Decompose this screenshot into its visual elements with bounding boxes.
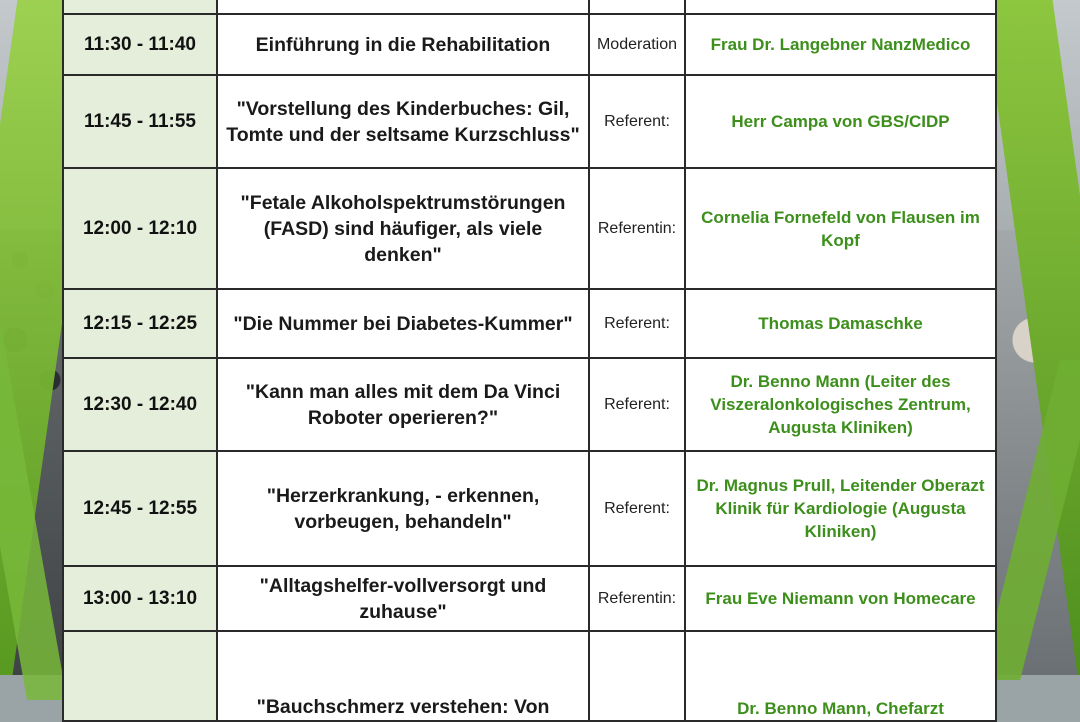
title-cell xyxy=(217,0,589,14)
table-row xyxy=(63,451,996,566)
time-cell: 12:45 - 12:55 xyxy=(63,451,217,566)
title-cell: "Die Nummer bei Diabetes-Kummer" xyxy=(217,289,589,358)
table-row xyxy=(63,168,996,289)
schedule-table xyxy=(62,0,997,722)
title-cell: "Alltagshelfer-vollversorgt und zuhause" xyxy=(217,566,589,631)
speaker-cell: Dr. Magnus Prull, Leitender Oberazt Klinik für Kardiologie (Augusta Kliniken) xyxy=(685,451,996,566)
role-cell: Referent: xyxy=(589,451,685,566)
speaker-cell: Thomas Damaschke xyxy=(685,289,996,358)
table-row xyxy=(63,14,996,75)
speaker-cell xyxy=(685,0,996,14)
title-cell: "Kann man alles mit dem Da Vinci Roboter operieren?" xyxy=(217,358,589,451)
speaker-cell: Cornelia Fornefeld von Flausen im Kopf xyxy=(685,168,996,289)
title-cell: "Herzerkrankung, - erkennen, vorbeugen, behandeln" xyxy=(217,451,589,566)
title-cell: Einführung in die Rehabilitation xyxy=(217,14,589,75)
time-cell: 13:00 - 13:10 xyxy=(63,566,217,631)
title-cell: "Vorstellung des Kinderbuches: Gil, Tomte und der seltsame Kurzschluss" xyxy=(217,75,589,168)
table-row xyxy=(63,0,996,14)
role-cell: Referent: xyxy=(589,75,685,168)
time-cell: 12:30 - 12:40 xyxy=(63,358,217,451)
role-cell: Referentin: xyxy=(589,566,685,631)
time-cell: 12:00 - 12:10 xyxy=(63,168,217,289)
speaker-cell: Dr. Benno Mann, Chefarzt xyxy=(685,631,996,721)
time-cell: 11:30 - 11:40 xyxy=(63,14,217,75)
title-cell: "Fetale Alkoholspektrumstörungen (FASD) sind häufiger, als viele denken" xyxy=(217,168,589,289)
table-row xyxy=(63,75,996,168)
role-cell: Referent: xyxy=(589,289,685,358)
time-cell: 11:45 - 11:55 xyxy=(63,75,217,168)
time-cell: 12:15 - 12:25 xyxy=(63,289,217,358)
speaker-cell: Herr Campa von GBS/CIDP xyxy=(685,75,996,168)
speaker-cell: Dr. Benno Mann (Leiter des Viszeralonkologisches Zentrum, Augusta Kliniken) xyxy=(685,358,996,451)
table-row xyxy=(63,631,996,721)
table-row xyxy=(63,358,996,451)
speaker-cell: Frau Eve Niemann von Homecare xyxy=(685,566,996,631)
role-cell: Referent: xyxy=(589,358,685,451)
table-row xyxy=(63,566,996,631)
time-cell xyxy=(63,0,217,14)
time-cell xyxy=(63,631,217,721)
table-row xyxy=(63,289,996,358)
role-cell xyxy=(589,0,685,14)
role-cell xyxy=(589,631,685,721)
role-cell: Referentin: xyxy=(589,168,685,289)
role-cell: Moderation xyxy=(589,14,685,75)
title-cell: "Bauchschmerz verstehen: Von xyxy=(217,631,589,721)
speaker-cell: Frau Dr. Langebner NanzMedico xyxy=(685,14,996,75)
